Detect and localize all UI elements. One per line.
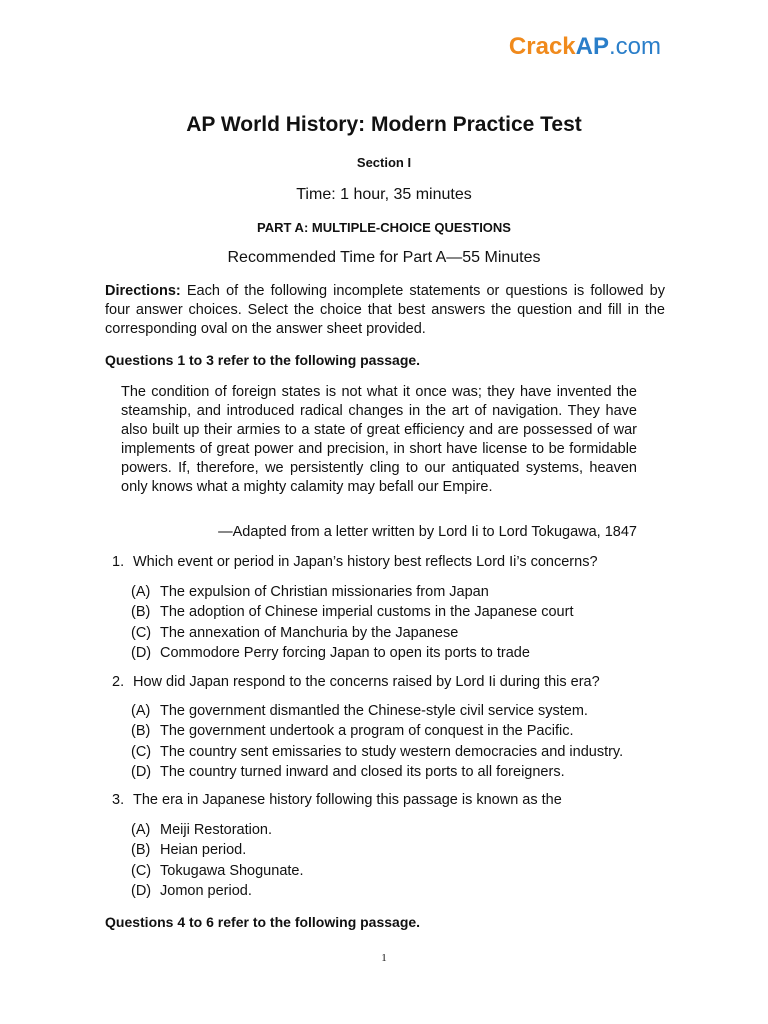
choice-letter: (D) (131, 644, 152, 661)
passage-text: The condition of foreign states is not what it once was; they have invented the steamship, and introduced radical changes in the art of navigation. They have also built up their armies to a state of great efficiency and are possessed of war implements of great power and precision, in short have license to be formidable powers. If, therefore, we persistently cling to our antiquated systems, heaven only knows what a mighty calamity may befall our Empire. (121, 384, 637, 495)
choice-letter: (D) (131, 763, 152, 780)
choice-letter: (A) (131, 822, 151, 838)
answer-choice[interactable] (131, 643, 573, 663)
answer-choice[interactable] (131, 721, 623, 741)
logo-ap: AP (575, 33, 609, 60)
question-text: How did Japan respond to the concerns raised by Lord Ii during this era? (133, 674, 600, 690)
question-text: Which event or period in Japan’s history best reflects Lord Ii’s concerns? (133, 554, 598, 570)
choice-text: Tokugawa Shogunate. (160, 862, 304, 879)
answer-choice[interactable] (131, 762, 623, 782)
answer-choice[interactable] (131, 881, 304, 901)
question-3 (112, 792, 562, 808)
question-text: The era in Japanese history following this passage is known as the (133, 792, 562, 808)
choice-letter: (B) (131, 842, 151, 859)
choice-text: The government undertook a program of conquest in the Pacific. (160, 723, 574, 740)
question-number: 2. (112, 674, 125, 690)
choice-text: The adoption of Chinese imperial customs in the Japanese court (160, 604, 574, 621)
answer-choice[interactable] (131, 840, 304, 860)
directions (105, 282, 665, 339)
choice-text: The annexation of Manchuria by the Japanese (160, 624, 459, 641)
answer-choice[interactable] (131, 861, 304, 881)
question-number: 1. (112, 554, 125, 570)
choice-text: The expulsion of Christian missionaries from Japan (160, 584, 489, 600)
choice-text: The country turned inward and closed its ports to all foreigners. (160, 763, 565, 780)
page-title: AP World History: Modern Practice Test (186, 113, 582, 136)
question-1 (112, 554, 598, 570)
choice-text: The government dismantled the Chinese-style civil service system. (160, 703, 588, 719)
choice-letter: (C) (131, 743, 152, 760)
part-a-heading: PART A: MULTIPLE-CHOICE QUESTIONS (257, 220, 511, 235)
choice-letter: (A) (131, 584, 151, 600)
time-limit: Time: 1 hour, 35 minutes (296, 186, 472, 203)
choice-letter: (A) (131, 703, 151, 719)
choice-letter: (C) (131, 624, 152, 641)
recommended-time: Recommended Time for Part A—55 Minutes (227, 249, 541, 266)
answer-choice[interactable] (131, 582, 573, 602)
section-label: Section I (356, 155, 412, 170)
choice-letter: (C) (131, 862, 152, 879)
question-2-choices (131, 701, 623, 782)
answer-choice[interactable] (131, 820, 304, 840)
choice-letter: (B) (131, 723, 151, 740)
answer-choice[interactable] (131, 623, 573, 643)
passage-reference-1: Questions 1 to 3 refer to the following passage. (105, 352, 421, 368)
logo-crack: Crack (508, 33, 576, 60)
question-number: 3. (112, 792, 125, 808)
choice-text: Heian period. (160, 842, 247, 859)
question-1-choices (131, 582, 573, 663)
question-3-choices (131, 820, 304, 901)
directions-label: Directions: (105, 283, 181, 299)
answer-choice[interactable] (131, 701, 623, 721)
choice-text: Meiji Restoration. (160, 822, 273, 838)
passage-attribution: —Adapted from a letter written by Lord Ii to Lord Tokugawa, 1847 (218, 524, 637, 540)
logo-dotcom: .com (608, 33, 661, 60)
directions-text: Each of the following incomplete statements or questions is followed by four answer choices. Select the choice that best answers the question and fill in the corresponding oval on the answer sheet provided. (105, 283, 665, 337)
choice-text: The country sent emissaries to study western democracies and industry. (160, 743, 624, 760)
choice-text: Commodore Perry forcing Japan to open its ports to trade (160, 644, 530, 661)
question-2 (112, 674, 600, 690)
choice-letter: (B) (131, 604, 151, 621)
choice-letter: (D) (131, 882, 152, 899)
crackap-logo (509, 32, 661, 62)
page-number: 1 (381, 952, 387, 964)
passage-reference-2: Questions 4 to 6 refer to the following passage. (105, 914, 421, 930)
answer-choice[interactable] (131, 602, 573, 622)
answer-choice[interactable] (131, 742, 623, 762)
choice-text: Jomon period. (160, 882, 252, 899)
